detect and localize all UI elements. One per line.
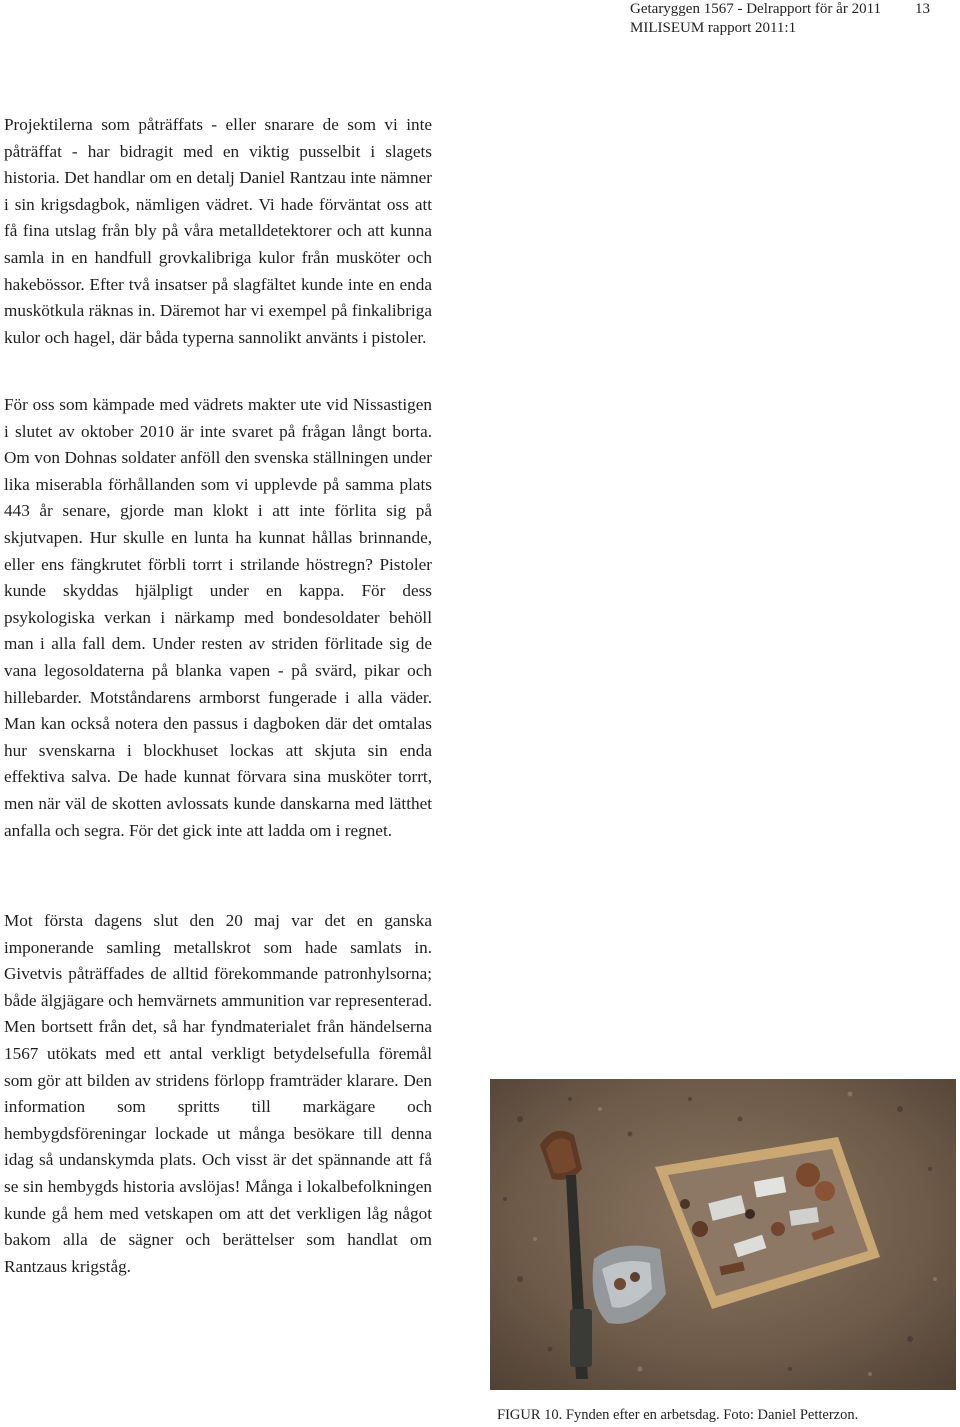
figure-photo (490, 1079, 956, 1390)
paragraph-text: Mot första dagens slut den 20 maj var det en ganska imponerande samling metallskrot som hade samlats in. Givetvis påträffades de alltid förekommande patronhylsorna; både älgjägare och hemvärnets ammunition var representerad. Men bortsett från det, så har fyndmaterialet från händelserna 1567 utökats med ett antal verkligt betydelsefulla föremål som gör att bilden av stridens förlopp framträder klarare. Den information som spritts till markägare och hembygdsföreningar lockade ut många besökare till denna idag så undanskymda plats. Och visst är det spännande att få se sin hembygds historia avslöjas! Många i lokalbefolkningen kunde gå hem med vetskapen om att det verkligen låg något bakom alla de sägner och berättelser som handlat om Rantzaus krigståg. (4, 911, 432, 1276)
photo-shovel-and-finds-icon (490, 1079, 956, 1390)
figure-caption: FIGUR 10. Fynden efter en arbetsdag. Foto: Daniel Petterzon. (497, 1407, 859, 1423)
body-paragraph-2 (4, 392, 432, 844)
running-header (630, 0, 930, 38)
page-number: 13 (915, 1, 930, 17)
paragraph-text: Projektilerna som påträffats - eller snarare de som vi inte påträffat - har bidragit med en viktig pusselbit i slagets historia. Det handlar om en detalj Daniel Rantzau inte nämner i sin krigsdagbok, nämligen vädret. Vi hade förväntat oss att få fina utslag från bly på våra metalldetektorer och att kunna samla in en handfull grovkalibriga kulor från musköter och hakebössor. Efter två insatser på slagfältet kunde inte en enda muskötkula räknas in. Däremot har vi exempel på finkalibriga kulor och hagel, där båda typerna sannolikt använts i pistoler. (4, 115, 432, 347)
body-paragraph-1 (4, 112, 432, 351)
body-paragraph-3 (4, 908, 432, 1280)
header-report-series: MILISEUM rapport 2011:1 (630, 20, 797, 36)
paragraph-text: För oss som kämpade med vädrets makter ute vid Nissastigen i slutet av oktober 2010 är inte svaret på frågan långt borta. Om von Dohnas soldater anföll den svenska ställningen under lika miserabla förhållanden som vi upplevde på samma plats 443 år senare, gjorde man klokt i att inte förlita sig på skjutvapen. Hur skulle en lunta ha kunnat hållas brinnande, eller ens fängkrutet förbli torrt i strilande höstregn? Pistoler kunde skyddas hjälpligt under en kappa. För dess psykologiska verkan i närkamp med bondesoldater behöll man i alla fall dem. Under resten av striden förlitade sig de vana legosoldaterna på blanka vapen - på svärd, pikar och hillebarder. Motståndarens armborst fungerade i alla väder. Man kan också notera den passus i dagboken där det omtalas hur svenskarna i blockhuset lockas att skjuta sin enda effektiva salva. De hade kunnat förvara sina musköter torrt, men när väl de skotten avlossats kunde danskarna med lätthet anfalla och segra. För det gick inte att ladda om i regnet. (4, 395, 432, 840)
header-report-title: Getaryggen 1567 - Delrapport för år 2011 (630, 1, 882, 17)
